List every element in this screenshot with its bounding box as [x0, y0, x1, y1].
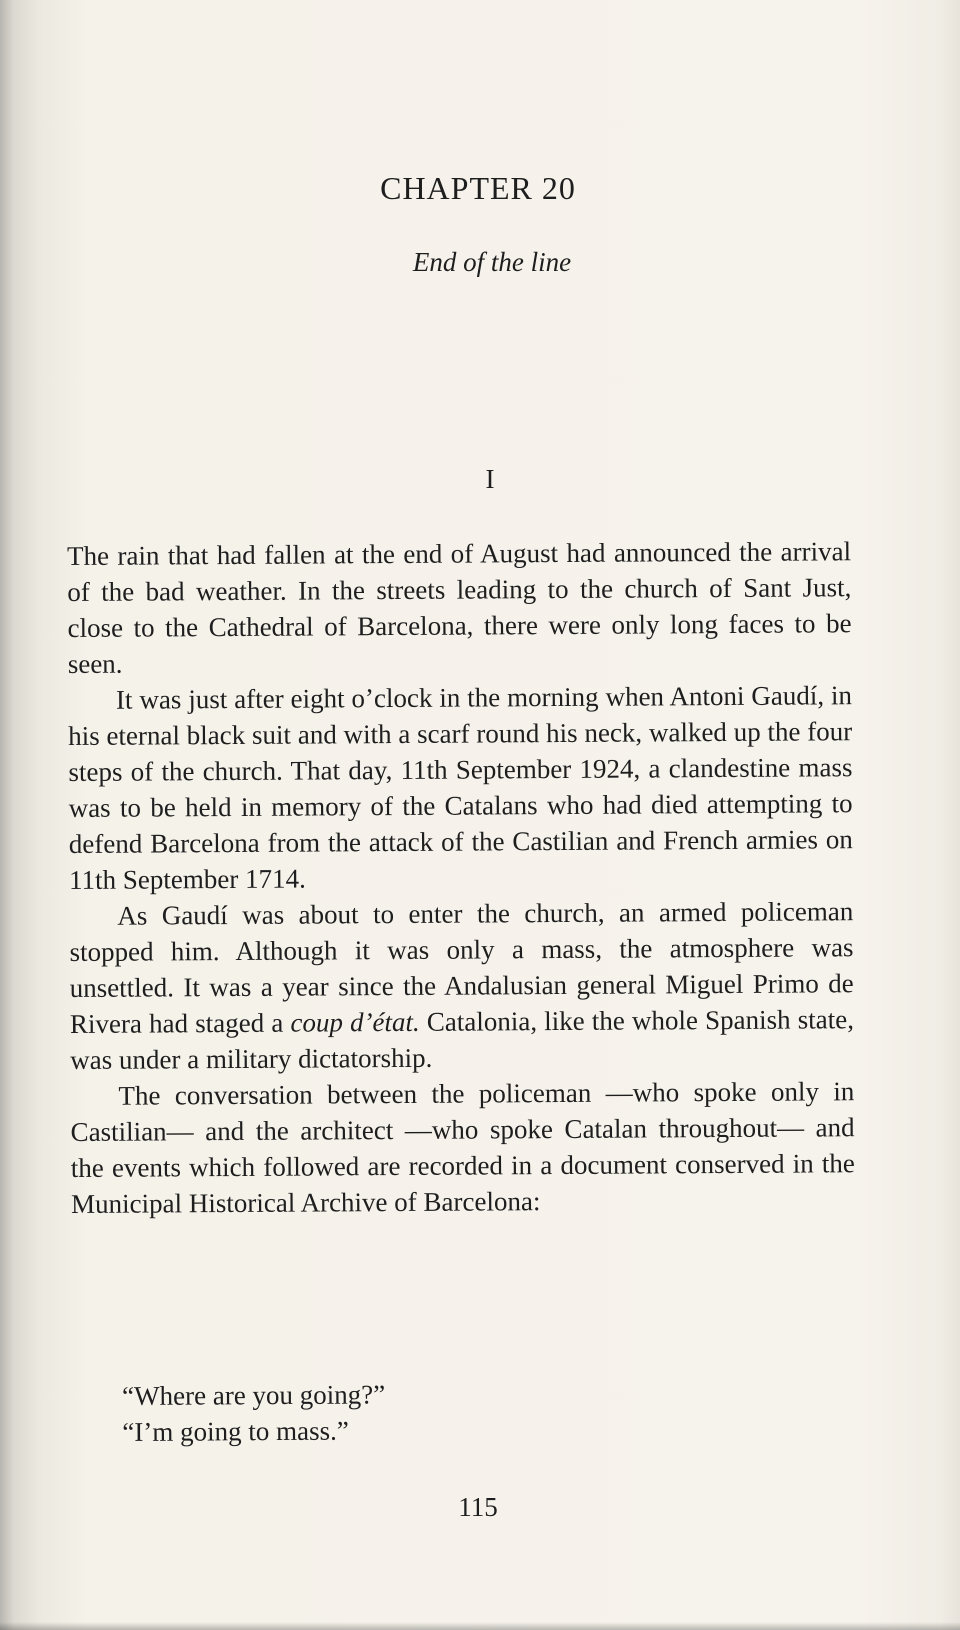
dialogue-line: “Where are you going?” — [122, 1379, 386, 1411]
paragraph: It was just after eight o’clock in the morning when Antoni Gaudí, in his eternal black suit and with a scarf round his neck, walked up the four steps of the church. That day, 11th September 1924, a clandestine mass was to be held in memory of the Catalans who had died attempting to defend Barcelona from the attack of the Castilian and French armies on 11th September 1714. — [68, 680, 853, 895]
paragraph-text: Catalonia, like the whole Spanish state, was under a military dictatorship. — [70, 1004, 855, 1075]
page-edge-shadow — [0, 1622, 960, 1630]
italic-phrase: coup d’état. — [290, 1006, 420, 1038]
paragraph: The rain that had fallen at the end of August had announced the arrival of the bad weather. In the streets leading to the church of Sant Just, close to the Cathedral of Barcelona, there were only long faces to be seen. — [67, 536, 852, 679]
dialogue — [122, 1376, 386, 1450]
paragraph — [69, 893, 854, 1078]
dialogue-line: “I’m going to mass.” — [122, 1415, 349, 1447]
page-number: 115 — [458, 1492, 498, 1522]
body-text — [67, 533, 855, 1222]
section-numeral: I — [485, 464, 495, 494]
chapter-title: CHAPTER 20 — [380, 170, 576, 206]
paragraph: The conversation between the policeman —who spoke only in Castilian— and the architect —who spoke Catalan throughout— and the events which followed are recorded in a document conserved in the Municipal Historical Archive of Barcelona: — [70, 1076, 855, 1219]
show-through-text — [120, 110, 127, 146]
paragraph-text: As Gaudí was about to enter the church, an armed policeman stopped him. Although it was only a mass, the atmosphere was unsettled. It was a year since the Andalusian general Miguel Primo de Rivera had staged a — [69, 896, 854, 1039]
chapter-subtitle: End of the line — [412, 247, 572, 277]
